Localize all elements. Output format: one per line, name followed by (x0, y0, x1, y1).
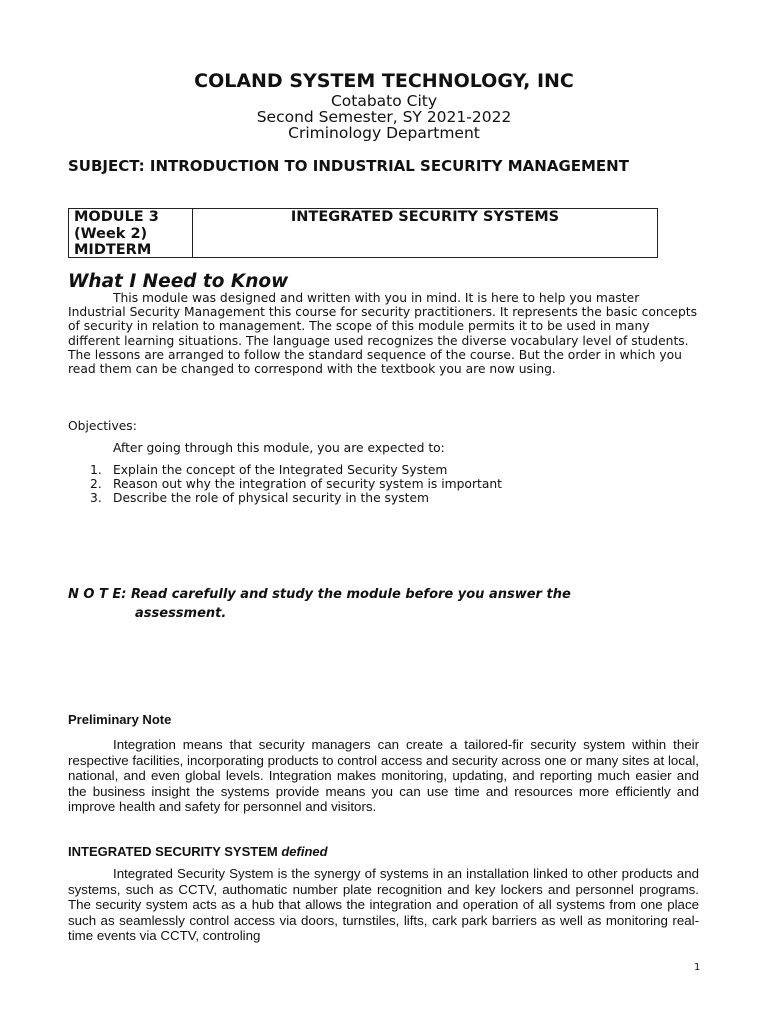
need-to-know-heading: What I Need to Know (68, 271, 289, 292)
note-block (68, 585, 668, 623)
objectives-label: Objectives: (68, 419, 137, 433)
module-title: INTEGRATED SECURITY SYSTEMS (290, 209, 560, 225)
module-week: (Week 2) (74, 225, 148, 242)
page-number: 1 (694, 962, 701, 973)
preliminary-note-title: Preliminary Note (68, 712, 172, 727)
list-item: 1. Explain the concept of the Integrated Security System (90, 463, 448, 477)
module-table (68, 208, 658, 258)
semester-line: Second Semester, SY 2021-2022 (256, 108, 512, 126)
list-item: 2. Reason out why the integration of security system is important (90, 477, 502, 492)
organization-title: COLAND SYSTEM TECHNOLOGY, INC (194, 70, 574, 92)
objectives-intro: After going through this module, you are expected to: (113, 441, 445, 455)
list-item: 3. Describe the role of physical security in the system (90, 491, 429, 506)
note-line-2: assessment. (135, 606, 227, 621)
iss-defined-title (68, 844, 328, 859)
note-line-1: N O T E: Read carefully and study the module before you answer the (68, 587, 571, 602)
iss-paragraph: Integrated Security System is the synergy of systems in an installation linked to other products and systems, such as CCTV, authomatic number plate recognition and key lockers and personnel programs. The security system acts as a hub that allows the integration and operation of all systems from one place such as seamlessly control access via doors, turnstiles, lifts, cark park barriers as well as monitoring real-time events via CCTV, controling (68, 866, 699, 943)
preliminary-note-paragraph: Integration means that security managers can create a tailored-fir security system within their respective facilities, incorporating products to control access and security across one or many sites at local, national, and even global levels. Integration makes monitoring, updating, and reporting much easier and the business insight the systems provide means you can use time and resources more efficiently and improve health and safety for personnel and visitors. (68, 737, 699, 814)
iss-title-main: INTEGRATED SECURITY SYSTEM (68, 844, 278, 859)
city-line: Cotabato City (330, 92, 438, 110)
subject-heading: SUBJECT: INTRODUCTION TO INDUSTRIAL SECURITY MANAGEMENT (68, 157, 629, 175)
iss-title-emphasis: defined (281, 844, 328, 859)
module-term: MIDTERM (74, 242, 152, 258)
objectives-list (90, 463, 690, 506)
department-line: Criminology Department (288, 124, 480, 142)
module-number: MODULE 3 (74, 209, 159, 225)
need-to-know-paragraph: This module was designed and written with you in mind. It is here to help you master Industrial Security Management this course for security practitioners. It represents the basic concepts of security in relation to management. The scope of this module permits it to be used in many different learning situations. The language used recognizes the diverse vocabulary level of students. The lessons are arranged to follow the standard sequence of the course. But the order in which you read them can be changed to correspond with the textbook you are now using. (68, 291, 698, 377)
module-info-cell (69, 209, 193, 257)
